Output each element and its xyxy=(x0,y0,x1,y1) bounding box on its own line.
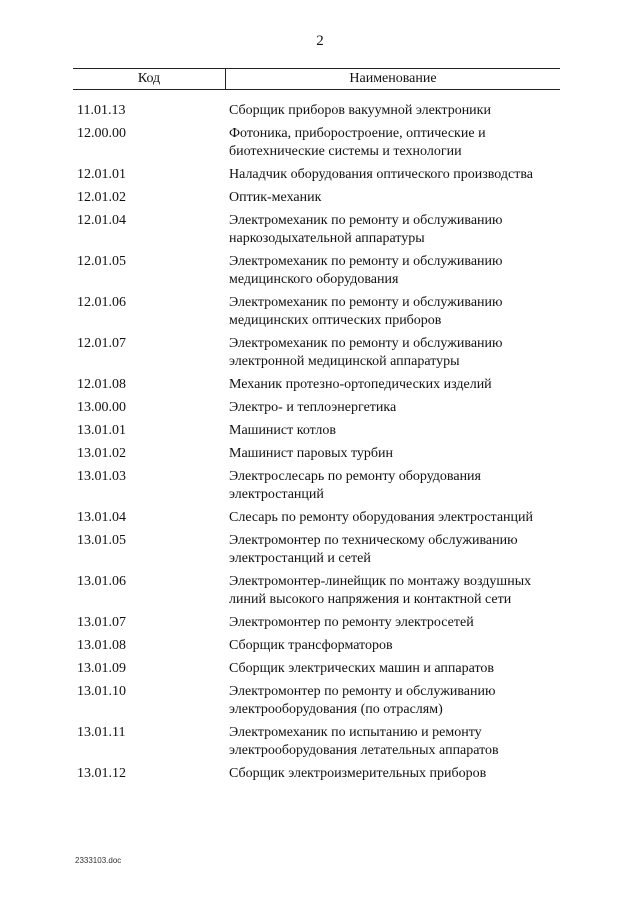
row-name: Фотоника, приборостроение, оптические и биотехнические системы и технологии xyxy=(229,126,486,159)
row-code: 13.01.09 xyxy=(77,661,126,676)
row-code: 12.01.08 xyxy=(77,377,126,392)
row-code: 12.01.05 xyxy=(77,254,126,269)
row-code: 13.01.04 xyxy=(77,510,126,525)
table-row xyxy=(0,125,640,161)
row-name: Электромеханик по ремонту и обслуживанию наркозодыхательной аппаратуры xyxy=(229,213,503,246)
row-code: 12.01.06 xyxy=(77,295,126,310)
row-name: Сборщик трансформаторов xyxy=(229,638,393,653)
row-code: 13.01.08 xyxy=(77,638,126,653)
row-code: 13.00.00 xyxy=(77,400,126,415)
footer-document-ref: 2333103.doc xyxy=(75,856,122,865)
table-row xyxy=(0,724,640,760)
table-row xyxy=(0,445,640,463)
row-code: 13.01.01 xyxy=(77,423,126,438)
row-name: Электромеханик по ремонту и обслуживанию медицинского оборудования xyxy=(229,254,503,287)
row-name: Машинист паровых турбин xyxy=(229,446,394,461)
table-row xyxy=(0,399,640,417)
row-name: Электромеханик по ремонту и обслуживанию медицинских оптических приборов xyxy=(229,295,503,328)
table-row xyxy=(0,253,640,289)
table-row xyxy=(0,335,640,371)
row-name: Машинист котлов xyxy=(229,423,337,438)
row-name: Сборщик приборов вакуумной электроники xyxy=(229,103,491,118)
row-code: 13.01.07 xyxy=(77,615,126,630)
table-body xyxy=(0,102,640,788)
row-name: Сборщик электроизмерительных приборов xyxy=(229,766,487,781)
row-name: Сборщик электрических машин и аппаратов xyxy=(229,661,495,676)
table-row xyxy=(0,294,640,330)
table-row xyxy=(0,765,640,783)
row-name: Наладчик оборудования оптического производства xyxy=(229,167,533,182)
row-code: 12.01.02 xyxy=(77,190,126,205)
row-name: Механик протезно-ортопедических изделий xyxy=(229,377,492,392)
row-name: Оптик-механик xyxy=(229,190,322,205)
table-row xyxy=(0,376,640,394)
row-name: Слесарь по ремонту оборудования электростанций xyxy=(229,510,534,525)
table-row xyxy=(0,573,640,609)
row-name: Электромонтер-линейщик по монтажу воздушных линий высокого напряжения и контактной сети xyxy=(229,574,532,607)
table-row xyxy=(0,212,640,248)
row-name: Электромонтер по ремонту электросетей xyxy=(229,615,474,630)
table-row xyxy=(0,422,640,440)
row-code: 12.01.04 xyxy=(77,213,126,228)
row-name: Электрослесарь по ремонту оборудования электростанций xyxy=(229,469,481,502)
row-code: 12.00.00 xyxy=(77,126,126,141)
row-name: Электромеханик по испытанию и ремонту электрооборудования летательных аппаратов xyxy=(229,725,499,758)
table-row xyxy=(0,683,640,719)
table-row xyxy=(0,509,640,527)
table-row xyxy=(0,189,640,207)
row-code: 13.01.02 xyxy=(77,446,126,461)
row-code: 12.01.01 xyxy=(77,167,126,182)
table-row xyxy=(0,660,640,678)
page-number: 2 xyxy=(316,33,324,49)
table-row xyxy=(0,637,640,655)
table-row xyxy=(0,468,640,504)
row-name: Электромонтер по ремонту и обслуживанию электрооборудования (по отраслям) xyxy=(229,684,496,717)
row-name: Электромонтер по техническому обслуживанию электростанций и сетей xyxy=(229,533,518,566)
table-row xyxy=(0,102,640,120)
row-code: 13.01.11 xyxy=(77,725,126,740)
header-name: Наименование xyxy=(349,71,437,86)
row-name: Электро- и теплоэнергетика xyxy=(229,400,397,415)
row-code: 13.01.06 xyxy=(77,574,126,589)
table-row xyxy=(0,614,640,632)
row-code: 13.01.05 xyxy=(77,533,126,548)
table-row xyxy=(0,166,640,184)
row-code: 13.01.03 xyxy=(77,469,126,484)
table-row xyxy=(0,532,640,568)
header-code: Код xyxy=(73,69,226,89)
row-code: 11.01.13 xyxy=(77,103,126,118)
row-code: 12.01.07 xyxy=(77,336,126,351)
table-header xyxy=(73,68,560,90)
row-name: Электромеханик по ремонту и обслуживанию электронной медицинской аппаратуры xyxy=(229,336,503,369)
row-code: 13.01.12 xyxy=(77,766,126,781)
row-code: 13.01.10 xyxy=(77,684,126,699)
